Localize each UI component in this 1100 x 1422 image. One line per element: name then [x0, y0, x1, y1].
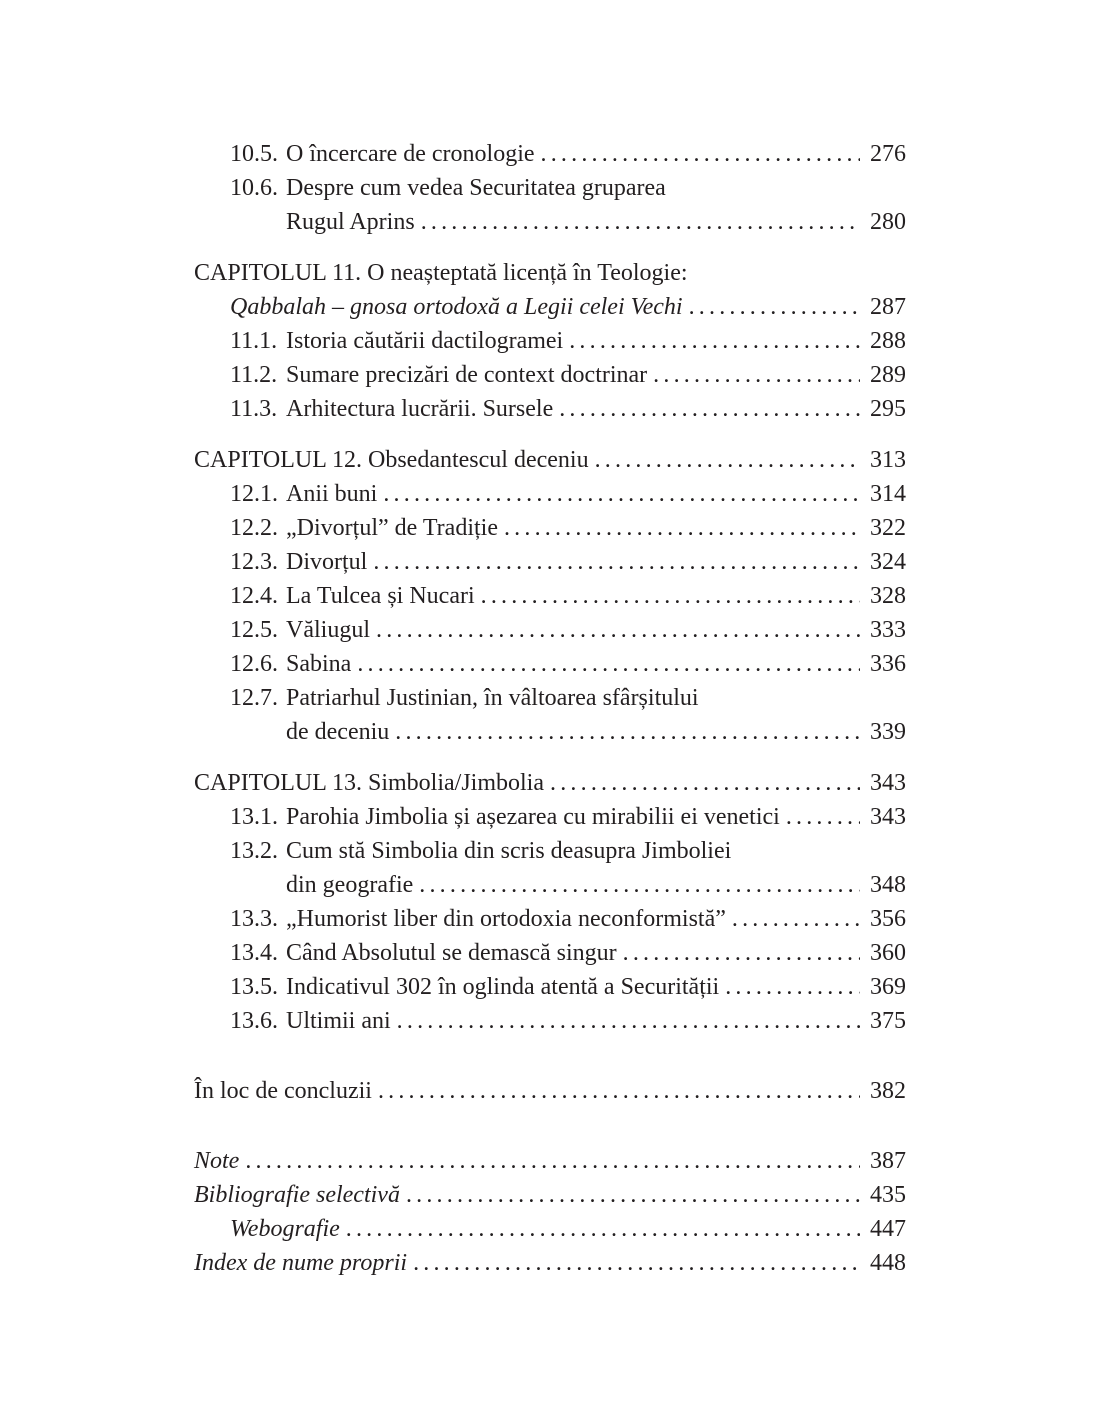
dot-leader [481, 579, 860, 613]
table-of-contents [194, 137, 906, 1280]
section-number: 12.1. [230, 481, 278, 507]
section-title: Bibliografie selectivă [194, 1182, 400, 1208]
page-number: 322 [870, 515, 906, 541]
page-number: 348 [870, 872, 906, 898]
toc-entry-10-6-line2 [194, 205, 906, 239]
page-number: 314 [870, 481, 906, 507]
toc-chapter-12 [194, 443, 906, 477]
chapter-heading: CAPITOLUL 11. O neașteptată licență în Teologie: [194, 260, 688, 286]
section-number: 13.1. [230, 804, 278, 830]
section-title: Arhitectura lucrării. Sursele [286, 396, 554, 422]
dot-leader [595, 443, 860, 477]
dot-leader [569, 324, 860, 358]
toc-entry-12-2 [194, 511, 906, 545]
toc-entry-12-7-line2 [194, 715, 906, 749]
page-number: 313 [870, 447, 906, 473]
dot-leader [383, 477, 860, 511]
dot-leader [413, 1246, 860, 1280]
section-title: Despre cum vedea Securitatea gruparea [286, 175, 666, 201]
toc-entry-11-1 [194, 324, 906, 358]
toc-chapter-11-line1 [194, 256, 906, 290]
page-number: 435 [870, 1182, 906, 1208]
toc-chapter-13 [194, 766, 906, 800]
section-number: 11.2. [230, 362, 278, 388]
section-title: Sabina [286, 651, 352, 677]
dot-leader [559, 392, 860, 426]
section-title: Când Absolutul se demască singur [286, 940, 617, 966]
page-number: 360 [870, 940, 906, 966]
page-number: 288 [870, 328, 906, 354]
section-number: 11.1. [230, 328, 278, 354]
page-number: 375 [870, 1008, 906, 1034]
toc-entry-13-1 [194, 800, 906, 834]
section-title: Istoria căutării dactilogramei [286, 328, 564, 354]
section-title: „Divorțul” de Tradiție [286, 515, 498, 541]
page-number: 356 [870, 906, 906, 932]
section-number: 12.4. [230, 583, 278, 609]
section-title: Cum stă Simbolia din scris deasupra Jimboliei [286, 838, 732, 864]
dot-leader [376, 613, 860, 647]
dot-leader [550, 766, 860, 800]
toc-entry-10-6-line1 [194, 171, 906, 205]
section-title: La Tulcea și Nucari [286, 583, 475, 609]
section-title: Ultimii ani [286, 1008, 391, 1034]
section-title: Parohia Jimbolia și așezarea cu mirabilii ei venetici [286, 804, 780, 830]
section-title-continued: din geografie [286, 872, 414, 898]
toc-entry-13-6 [194, 1004, 906, 1038]
section-title: Webografie [230, 1216, 340, 1242]
page-number: 336 [870, 651, 906, 677]
section-title: Divorțul [286, 549, 368, 575]
dot-leader [623, 936, 860, 970]
chapter-heading: CAPITOLUL 12. Obsedantescul deceniu [194, 447, 589, 473]
dot-leader [786, 800, 860, 834]
section-title-continued: Rugul Aprins [286, 209, 415, 235]
toc-entry-webografie [194, 1212, 906, 1246]
section-number: 13.6. [230, 1008, 278, 1034]
section-number: 12.3. [230, 549, 278, 575]
section-number: 13.3. [230, 906, 278, 932]
page-number: 280 [870, 209, 906, 235]
page-number: 339 [870, 719, 906, 745]
section-title: „Humorist liber din ortodoxia neconformistă” [286, 906, 726, 932]
dot-leader [378, 1074, 860, 1108]
dot-leader [421, 205, 860, 239]
section-number: 13.4. [230, 940, 278, 966]
toc-entry-12-1 [194, 477, 906, 511]
toc-entry-12-4 [194, 579, 906, 613]
toc-entry-bibliografie [194, 1178, 906, 1212]
section-number: 13.5. [230, 974, 278, 1000]
toc-entry-index [194, 1246, 906, 1280]
toc-entry-13-5 [194, 970, 906, 1004]
page-number: 382 [870, 1078, 906, 1104]
section-number: 12.7. [230, 685, 278, 711]
section-title: Indicativul 302 în oglinda atentă a Securității [286, 974, 720, 1000]
page-number: 287 [870, 294, 906, 320]
dot-leader [653, 358, 860, 392]
toc-chapter-11-line2 [194, 290, 906, 324]
dot-leader [397, 1004, 860, 1038]
toc-entry-11-3 [194, 392, 906, 426]
page-number: 324 [870, 549, 906, 575]
section-title: În loc de concluzii [194, 1078, 372, 1104]
toc-entry-13-2-line1 [194, 834, 906, 868]
section-title: Patriarhul Justinian, în vâltoarea sfârșitului [286, 685, 699, 711]
section-title: Index de nume proprii [194, 1250, 408, 1276]
page-number: 333 [870, 617, 906, 643]
toc-entry-12-6 [194, 647, 906, 681]
page-number: 387 [870, 1148, 906, 1174]
toc-entry-12-7-line1 [194, 681, 906, 715]
dot-leader [346, 1212, 860, 1246]
dot-leader [406, 1178, 860, 1212]
chapter-subtitle: Qabbalah – gnosa ortodoxă a Legii celei Vechi [230, 294, 683, 320]
dot-leader [395, 715, 860, 749]
dot-leader [732, 902, 860, 936]
page-number: 343 [870, 770, 906, 796]
toc-entry-note [194, 1144, 906, 1178]
toc-entry-10-5 [194, 137, 906, 171]
dot-leader [689, 290, 860, 324]
section-title: Anii buni [286, 481, 378, 507]
section-number: 12.2. [230, 515, 278, 541]
dot-leader [419, 868, 860, 902]
section-number: 12.5. [230, 617, 278, 643]
section-number: 12.6. [230, 651, 278, 677]
page-number: 328 [870, 583, 906, 609]
section-number: 10.5. [230, 141, 278, 167]
toc-entry-13-2-line2 [194, 868, 906, 902]
dot-leader [357, 647, 860, 681]
section-number: 10.6. [230, 175, 278, 201]
dot-leader [541, 137, 860, 171]
page-number: 447 [870, 1216, 906, 1242]
page-number: 369 [870, 974, 906, 1000]
section-number: 11.3. [230, 396, 278, 422]
section-number: 13.2. [230, 838, 278, 864]
toc-entry-12-5 [194, 613, 906, 647]
section-title-continued: de deceniu [286, 719, 390, 745]
chapter-heading: CAPITOLUL 13. Simbolia/Jimbolia [194, 770, 545, 796]
page-number: 289 [870, 362, 906, 388]
page-number: 343 [870, 804, 906, 830]
dot-leader [504, 511, 860, 545]
dot-leader [245, 1144, 860, 1178]
toc-entry-13-4 [194, 936, 906, 970]
dot-leader [373, 545, 860, 579]
toc-entry-13-3 [194, 902, 906, 936]
dot-leader [725, 970, 860, 1004]
page-number: 448 [870, 1250, 906, 1276]
toc-entry-11-2 [194, 358, 906, 392]
section-title: Sumare precizări de context doctrinar [286, 362, 648, 388]
section-title: Note [194, 1148, 240, 1174]
toc-entry-12-3 [194, 545, 906, 579]
section-title: O încercare de cronologie [286, 141, 535, 167]
toc-entry-concluzii [194, 1074, 906, 1108]
page-number: 276 [870, 141, 906, 167]
page-number: 295 [870, 396, 906, 422]
section-title: Văliugul [286, 617, 370, 643]
